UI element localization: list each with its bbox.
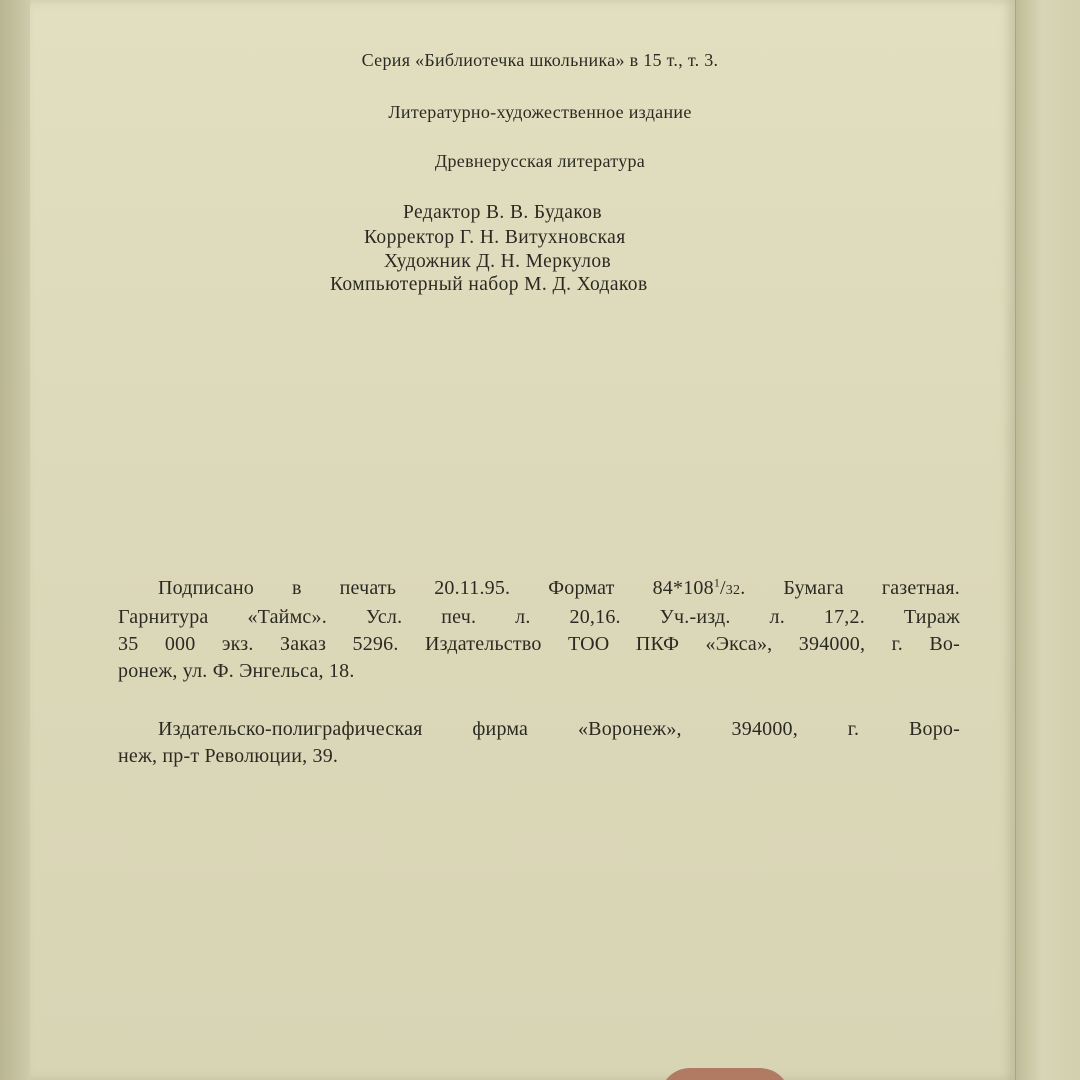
format-superscript: 1 [713, 575, 721, 590]
imprint-line-1-text: Подписано в печать 20.11.95. Формат 84*108 [158, 577, 714, 599]
book-title: Древнерусская литература [434, 151, 646, 171]
printer-block [118, 716, 960, 770]
imprint-block [118, 575, 960, 685]
imprint-line-4: ронеж, ул. Ф. Энгельса, 18. [118, 660, 355, 682]
format-slash: / [720, 577, 726, 599]
artist-credit: Художник Д. Н. Меркулов [384, 251, 612, 272]
imprint-line-1-end: . Бумага газетная. [740, 577, 960, 599]
printer-line-1: Издательско-полиграфическая фирма «Воронеж», 394000, г. Воро- [158, 718, 960, 740]
imprint-line-1 [118, 575, 960, 604]
imprint-line-2: Гарнитура «Таймс». Усл. печ. л. 20,16. Уч.-изд. л. 17,2. Тираж [118, 606, 960, 628]
proofreader-credit: Корректор Г. Н. Витухновская [364, 227, 626, 248]
typesetting-credit: Компьютерный набор М. Д. Ходаков [330, 274, 648, 295]
imprint-line-3: 35 000 экз. Заказ 5296. Издательство ТОО ПКФ «Экса», 394000, г. Во- [118, 633, 960, 655]
printer-line-2: неж, пр-т Революции, 39. [118, 745, 339, 767]
thumb-shape [660, 1068, 790, 1080]
editor-credit: Редактор В. В. Будаков [403, 202, 602, 223]
format-denominator: 32 [725, 583, 741, 598]
edition-type: Литературно-художественное издание [388, 102, 692, 122]
series-line: Серия «Библиотечка школьника» в 15 т., т. 3. [361, 50, 719, 70]
